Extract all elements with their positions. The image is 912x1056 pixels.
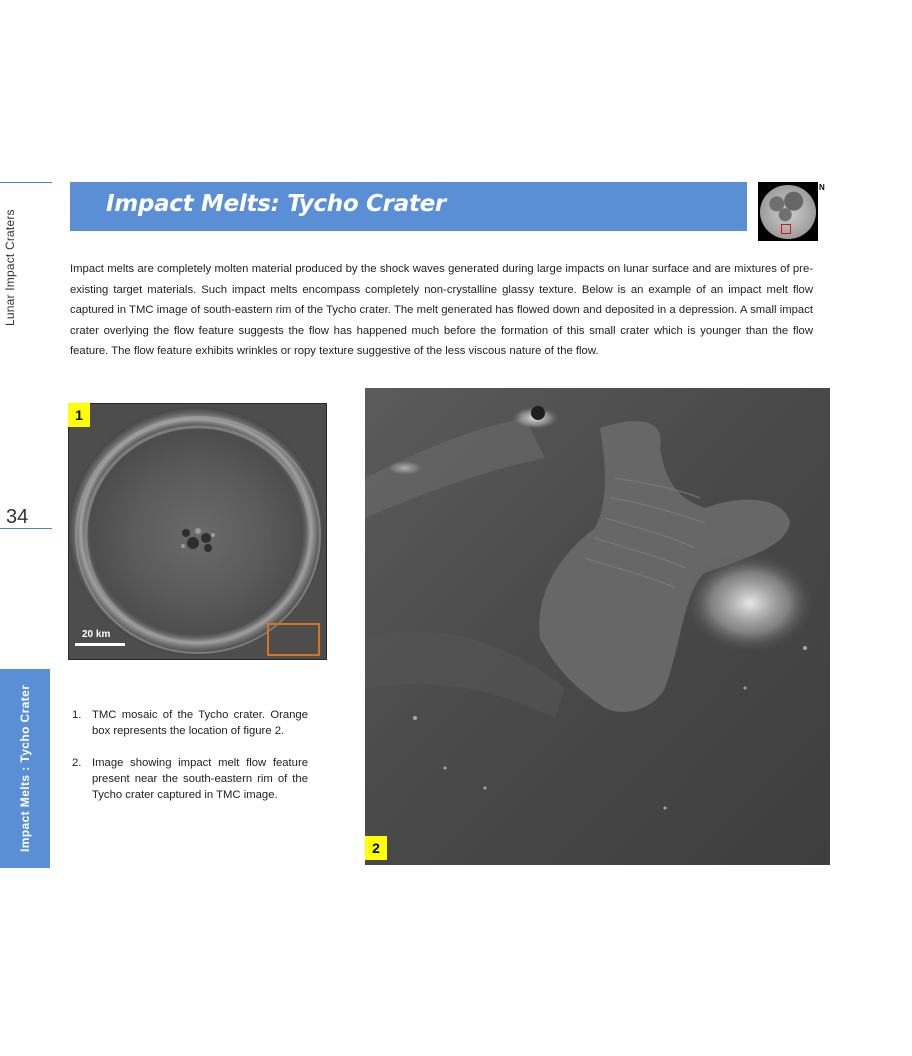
scale-bar-label: 20 km <box>82 629 111 640</box>
caption-item <box>70 707 308 739</box>
location-marker-box <box>781 224 791 234</box>
impact-melt-flow-image <box>365 388 830 865</box>
figure-1-number-label: 1 <box>68 403 90 427</box>
caption-item <box>70 755 308 803</box>
page-number: 34 <box>6 506 29 528</box>
figure-1-tycho-mosaic <box>68 403 327 660</box>
caption-number: 1. <box>72 709 82 721</box>
section-tab-label: Impact Melts : Tycho Crater <box>18 684 32 853</box>
intro-paragraph: Impact melts are completely molten material produced by the shock waves generated during large impacts on lunar surface and are mixtures of pre-existing target materials. Such impact melts encompass completely non-crystalline glassy texture. Below is an example of an impact melt flow captured in TMC image of south-eastern rim of the Tycho crater. The melt generated has flowed down and deposited in a depression. A small impact crater overlying the flow feature suggests the flow has happened much before the formation of this small crater which is younger than the flow feature. The flow feature exhibits wrinkles or ropy texture suggestive of the less viscous nature of the flow. <box>70 263 813 358</box>
figure-2-melt-flow <box>365 388 830 865</box>
scale-bar <box>75 643 125 646</box>
page-title: Impact Melts: Tycho Crater <box>106 191 446 217</box>
caption-text: Image showing impact melt flow feature present near the south-eastern rim of the Tycho crater captured in TMC image. <box>92 757 308 801</box>
north-label: N <box>819 183 825 192</box>
top-side-rule <box>0 182 52 183</box>
mid-side-rule <box>0 528 52 529</box>
section-tab[interactable] <box>0 669 50 868</box>
title-banner <box>70 182 747 231</box>
chapter-label: Lunar Impact Craters <box>3 209 17 326</box>
moon-locator-image <box>758 182 818 241</box>
figure-2-number-label: 2 <box>365 836 387 860</box>
figure-2-location-box <box>267 623 320 656</box>
tycho-crater-image <box>68 403 327 660</box>
figure-captions <box>70 707 308 819</box>
caption-text: TMC mosaic of the Tycho crater. Orange box represents the location of figure 2. <box>92 709 308 737</box>
caption-number: 2. <box>72 757 82 769</box>
